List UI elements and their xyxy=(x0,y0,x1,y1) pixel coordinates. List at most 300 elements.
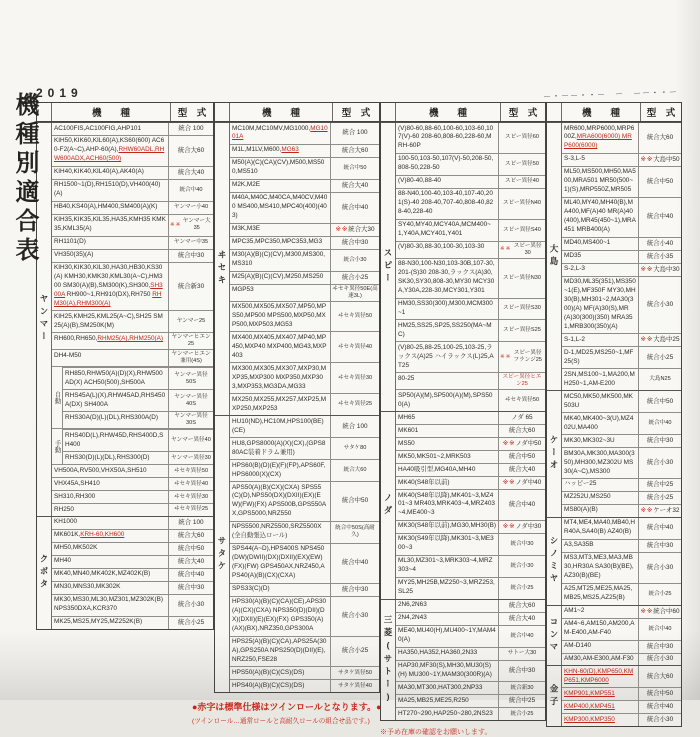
type-text: 統合大60 xyxy=(178,532,204,540)
model-cell xyxy=(562,264,639,276)
table-row xyxy=(230,679,379,692)
table-row xyxy=(396,123,545,153)
model-cell xyxy=(52,595,169,616)
brand-label: スピー xyxy=(381,123,396,411)
table-row xyxy=(396,319,545,341)
sub-group xyxy=(52,428,213,464)
model-cell xyxy=(52,123,169,135)
model-cell xyxy=(562,666,639,687)
table-row xyxy=(396,520,545,533)
model-text: MS50 xyxy=(398,440,415,447)
model-cell xyxy=(52,250,169,262)
sub-group-rows xyxy=(63,429,213,464)
model-cell xyxy=(562,492,639,504)
table-row xyxy=(230,123,379,144)
model-text: MX300,MX305,MX307,MXP30,MXP35,MXP300 MXP350,MXP303,MXP353,MG3DA,MG33 xyxy=(232,365,326,390)
table-row xyxy=(63,411,213,428)
model-cell xyxy=(52,491,169,503)
model-cell xyxy=(562,277,639,334)
sub-group-label: 自動 xyxy=(52,367,63,428)
model-text: MS80(A)(B) xyxy=(564,506,598,513)
model-text: RHS45A(L)(X),RHW45AD,RHS450A(DX) SH400A xyxy=(65,392,165,408)
model-cell xyxy=(396,626,499,647)
type-text: 統合中40 xyxy=(179,187,202,194)
asterisk-mark: ※ xyxy=(641,507,646,515)
asterisk-mark: ※ xyxy=(647,336,652,344)
table-row xyxy=(562,713,681,726)
type-cell xyxy=(169,167,213,179)
compatibility-tables xyxy=(36,102,682,737)
brand-section xyxy=(37,122,213,516)
model-cell xyxy=(230,250,331,271)
brand-label: シノミヤ xyxy=(547,518,562,605)
model-text: HPS40(A)(B)(C)(CS)(DS) xyxy=(232,682,304,689)
type-text: 統合大60 xyxy=(509,602,535,610)
model-text: MT4,ME4,MA40,MB40,HR40A,SA40(B) AZ40(B) xyxy=(564,519,635,535)
type-cell xyxy=(169,237,213,249)
model-cell xyxy=(63,412,169,428)
type-text: ノダ中30 xyxy=(515,523,541,531)
table-row xyxy=(230,636,379,667)
asterisk-mark: ※ xyxy=(336,226,341,234)
model-text: MG1001A xyxy=(232,125,328,141)
model-text: SY40,MY40,MCY40A,MCM400~1,Y40A,MCY401,Y401 xyxy=(398,221,491,237)
table-row xyxy=(52,477,213,490)
type-text: 統合小35 xyxy=(647,253,673,261)
asterisk-mark: ※ xyxy=(641,608,646,616)
model-cell xyxy=(396,220,499,241)
model-text: HPS50(A)(B)(C)(CS)(DS) xyxy=(232,669,304,676)
model-cell xyxy=(230,285,331,301)
section-rows xyxy=(562,666,681,726)
model-cell xyxy=(52,617,169,629)
model-text: SP50(A)(M),SP500(A)(M),SPS500(A) xyxy=(398,392,492,408)
type-text: 統合中30 xyxy=(647,643,673,651)
type-text: 統合中30 xyxy=(342,239,368,247)
model-cell xyxy=(562,641,639,653)
type-cell xyxy=(331,180,379,192)
model-text: VHX45A,SH410 xyxy=(54,480,100,487)
table-row xyxy=(396,612,545,625)
model-text: MK601 xyxy=(398,427,418,434)
table-row xyxy=(562,518,681,539)
table-row xyxy=(52,236,213,249)
asterisk-mark: ※ xyxy=(503,479,508,487)
section-rows xyxy=(396,600,545,721)
model-text: 88-N40,100-40,103-40,107-40,201(S)-40 208-40,707-40,808-40,828-40,228-40 xyxy=(398,190,493,215)
table-row xyxy=(396,476,545,489)
model-cell xyxy=(396,189,499,219)
type-text: スピー異径S40 xyxy=(503,227,541,234)
type-cell xyxy=(169,180,213,201)
type-text: 統合小30 xyxy=(647,564,673,572)
model-cell xyxy=(230,180,331,192)
model-text: KIH40,KIK40,KIL40(A),AK40(A) xyxy=(54,168,144,175)
type-cell xyxy=(169,530,213,542)
type-cell xyxy=(639,606,681,618)
type-text: ヰセキ異径40 xyxy=(338,344,372,351)
model-cell xyxy=(396,390,499,411)
type-text: ヤンマー小40 xyxy=(174,204,208,211)
type-cell xyxy=(331,680,379,692)
table-row xyxy=(562,606,681,618)
model-text: RHM25(A),RHM250(A) xyxy=(97,335,163,342)
model-text: HM30,SS30(300),M300,MCM300~1 xyxy=(398,300,493,316)
model-cell xyxy=(230,123,331,144)
table-row xyxy=(396,647,545,660)
type-cell xyxy=(639,334,681,346)
table-row xyxy=(562,447,681,478)
table-row xyxy=(562,491,681,504)
model-cell xyxy=(562,714,639,726)
type-text: ヤンマー異径30 xyxy=(171,455,211,462)
asterisk-mark: ※ xyxy=(500,246,505,253)
model-cell xyxy=(230,332,331,362)
page-title: 機種別適合表 xyxy=(7,92,42,266)
model-text: SPS33(C)(D) xyxy=(232,585,270,592)
type-text: 統合中25 xyxy=(647,481,673,489)
type-text: 統合小25 xyxy=(342,274,368,282)
type-cell xyxy=(499,613,545,625)
type-text: 統合小30 xyxy=(647,655,673,663)
type-cell xyxy=(499,534,545,555)
asterisk-mark: ※ xyxy=(506,354,511,361)
type-text: 統合小25 xyxy=(510,585,533,592)
model-cell xyxy=(63,430,169,451)
type-cell xyxy=(169,412,213,428)
model-text: HPS30(A)(B)(C)(CA)(CE),APS30(A)(CX)(CXA) NPS350(D)(DII)(DX)(DXII)(E)(EX)(FX) GPS350(A)(AX)(BX),NRZ350,GPS300A xyxy=(232,598,326,632)
model-text: HM25,SS25,SP25,SS250(MA~MC) xyxy=(398,322,492,338)
table-row xyxy=(63,389,213,411)
model-cell xyxy=(396,708,499,720)
model-text: BM30A,MK300,MA300(350),MH300,MZ302U MS30(A~C),MS300 xyxy=(564,450,635,475)
model-cell xyxy=(396,154,499,175)
table-row xyxy=(396,625,545,647)
model-text: KMP901,KMP551 xyxy=(564,690,615,697)
asterisk-mark: ※ xyxy=(647,507,652,515)
model-text: MN30,MNS30,MK302K xyxy=(54,583,120,590)
type-text: 統合小25 xyxy=(648,591,671,598)
model-cell xyxy=(562,154,639,166)
type-text: スピー異径50 xyxy=(505,161,539,168)
model-cell xyxy=(52,167,169,179)
model-text: M40A,M40C,M40CA,M40CV,M400 MS400,MS410,MPC40(400)(403) xyxy=(232,194,327,219)
table-row xyxy=(63,367,213,389)
asterisk-mark: ※ xyxy=(641,266,646,274)
table-row xyxy=(396,660,545,682)
model-text: HPS60(B)(D)(E)(F)(FP),APS60F,HPS6000(X)(CX) xyxy=(232,462,325,478)
type-cell xyxy=(169,202,213,214)
type-text: 統合 100 xyxy=(342,129,367,137)
brand-section xyxy=(547,517,681,605)
table-row xyxy=(396,241,545,258)
model-text: ML50,MS500,MH50,MA500,MRA501 MR50(500~1)(S),MRP550Z,MR505 xyxy=(564,168,636,193)
asterisk-mark: ※ xyxy=(506,246,511,253)
header-type-cell: 型 式 xyxy=(641,103,681,121)
table-row xyxy=(230,393,379,415)
year-label: 2019 xyxy=(36,86,83,100)
table-row xyxy=(52,166,213,179)
model-cell xyxy=(562,391,639,412)
type-cell xyxy=(331,460,379,481)
model-text: MGP53 xyxy=(232,286,254,293)
header-brand-cell xyxy=(547,103,562,121)
type-cell xyxy=(639,435,681,447)
type-text: 統合中50 xyxy=(647,690,673,698)
table-row xyxy=(396,424,545,437)
table-row xyxy=(396,341,545,372)
asterisk-mark: ※ xyxy=(503,523,508,531)
type-cell xyxy=(639,553,681,583)
model-cell xyxy=(562,413,639,434)
model-cell xyxy=(562,584,639,605)
type-text: ヰセキ異径25 xyxy=(338,401,372,408)
table-row xyxy=(562,391,681,412)
model-text: MX250,MX255,MX257,MXP25,MXP250,MXP253 xyxy=(232,396,326,412)
model-cell xyxy=(230,272,331,284)
type-cell xyxy=(169,478,213,490)
table-row xyxy=(562,197,681,237)
type-text: 統合大60 xyxy=(509,427,535,435)
model-cell xyxy=(396,123,499,153)
model-cell xyxy=(562,540,639,552)
type-cell xyxy=(499,626,545,647)
type-cell xyxy=(169,430,213,451)
model-text: RHS40D(L),RHW45D,RHS400D,SH400 xyxy=(65,432,163,448)
asterisk-mark: ※ xyxy=(509,440,514,448)
model-cell xyxy=(396,438,499,450)
header-model-cell: 機 種 xyxy=(52,103,171,121)
model-text: RHM30(A),RHM300(A) xyxy=(54,291,161,307)
type-text: 統合小30 xyxy=(343,257,366,264)
model-text: D-1,MD25,MS250~1,MF25(S) xyxy=(564,349,633,365)
model-cell xyxy=(562,654,639,666)
type-cell xyxy=(639,391,681,412)
table-row xyxy=(396,555,545,577)
model-text: HU8,GPS8000(A)(X)(CX),(GPS880AC装着ドラム兼用) xyxy=(232,440,325,456)
model-text: RH850,RHW50(A)(D)(X),RHW500AD(X) ACH50(500),SH500A xyxy=(65,370,163,386)
type-cell xyxy=(331,332,379,362)
type-text: 大島中25 xyxy=(653,336,679,344)
model-cell xyxy=(230,237,331,249)
table-row xyxy=(562,478,681,491)
model-cell xyxy=(562,251,639,263)
model-text: M2K,M2E xyxy=(232,181,260,188)
type-cell xyxy=(499,521,545,533)
type-text: ノダ中40 xyxy=(515,479,541,487)
model-cell xyxy=(562,553,639,583)
header-type-cell: 型 式 xyxy=(171,103,213,121)
table-row xyxy=(52,464,213,477)
type-text: ヤンマー異径40S xyxy=(170,394,212,408)
table-row xyxy=(562,166,681,197)
type-cell xyxy=(169,250,213,262)
model-text: ML30,MZ301~3,MRK303~4,MRZ303~4 xyxy=(398,557,492,573)
model-text: MH50,MK502K xyxy=(54,544,97,551)
type-cell xyxy=(331,272,379,284)
model-cell xyxy=(396,534,499,555)
header-type-cell: 型 式 xyxy=(333,103,379,121)
model-text: RHW60ADL,RHW600ADX,ACH60(500) xyxy=(54,146,164,162)
model-text: M30(A)(B)(C)(CV),M300,MS300,MS310 xyxy=(232,251,325,267)
table-row xyxy=(396,577,545,599)
table-row xyxy=(396,153,545,175)
type-cell xyxy=(331,123,379,144)
type-cell xyxy=(331,416,379,437)
type-text: 統合大60 xyxy=(647,673,673,681)
model-cell xyxy=(396,578,499,599)
type-cell xyxy=(169,569,213,581)
type-text: 統合大60 xyxy=(647,134,673,142)
table-row xyxy=(52,581,213,594)
type-cell xyxy=(169,543,213,555)
model-text: SH300A xyxy=(54,282,163,298)
table-column xyxy=(546,102,682,727)
type-cell xyxy=(639,641,681,653)
brand-section xyxy=(381,599,545,721)
type-cell xyxy=(331,597,379,636)
type-text: サタケ異径50 xyxy=(338,670,372,677)
model-cell xyxy=(52,517,169,529)
model-text: MD35 xyxy=(564,252,581,259)
model-cell xyxy=(562,701,639,713)
table-row xyxy=(562,687,681,700)
type-cell xyxy=(639,347,681,368)
model-cell xyxy=(396,373,499,389)
model-text: HU10(ND),HC10M,HPS100(BE)(CE) xyxy=(232,418,324,434)
model-text: (V)80-25,88-25,100-25,103-25,ラックス(A)25 ハイラックス(L)25,AT25 xyxy=(398,344,494,369)
model-cell xyxy=(396,425,499,437)
table-row xyxy=(52,214,213,236)
brand-label: コンマ xyxy=(547,606,562,666)
model-cell xyxy=(230,363,331,393)
table-row xyxy=(230,437,379,459)
top-bar xyxy=(36,86,682,100)
model-text: MD30,ML35(351),MS350~1(E),MF350F MY30,MH30(B),MH301~2,MA30(300)(A) MF(A)30(S),MR(A)30(300)(350) MRA351,MRB300(350)(A) xyxy=(564,278,636,330)
table-row xyxy=(52,568,213,581)
type-text: 統合中50 xyxy=(647,178,673,186)
type-cell xyxy=(169,215,213,236)
model-text: AM30,AM-E300,AM-F30 xyxy=(564,655,634,662)
type-cell xyxy=(169,595,213,616)
table-row xyxy=(562,123,681,153)
type-text: 統合小25 xyxy=(178,619,204,627)
model-cell xyxy=(562,435,639,447)
table-row xyxy=(396,175,545,188)
type-cell xyxy=(639,448,681,478)
type-text: 統合小40 xyxy=(647,240,673,248)
model-text: MA25,MB25,ME25,R250 xyxy=(398,697,469,704)
table-row xyxy=(562,640,681,653)
table-row xyxy=(52,542,213,555)
model-text: MK30(S48年以前),MG30,MH30(B) xyxy=(398,522,496,529)
model-cell xyxy=(396,521,499,533)
type-cell xyxy=(499,176,545,188)
model-text: AC100FIS,AC100FIG,AHP101 xyxy=(54,125,141,132)
table-row xyxy=(562,346,681,368)
table-row xyxy=(230,583,379,596)
model-text: RHS30A(D)(L)(DL),RHS300A(D) xyxy=(65,414,158,421)
brand-label: クボタ xyxy=(37,517,52,629)
model-cell xyxy=(396,259,499,298)
brand-table xyxy=(380,102,546,721)
brand-label: ノダ xyxy=(381,412,396,599)
brand-section xyxy=(547,122,681,390)
type-text: 統合中40 xyxy=(647,703,673,711)
type-text: 統合小30 xyxy=(510,563,533,570)
type-cell xyxy=(331,438,379,459)
type-text: 統合中50S(高耐久) xyxy=(332,525,378,539)
model-text: MH65 xyxy=(398,414,415,421)
type-cell xyxy=(499,695,545,707)
type-cell xyxy=(169,504,213,516)
model-cell xyxy=(230,482,331,521)
type-text: 統合中40 xyxy=(648,626,671,633)
table-row xyxy=(230,144,379,157)
model-text: MX400,MX405,MX407,MP40,MP450,MXP40 MXP400,MG43,MXP403 xyxy=(232,334,326,359)
type-text: 統合中40 xyxy=(647,524,673,532)
sub-group-rows xyxy=(63,367,213,428)
model-text: HA40吸引型,MG40A,MH40 xyxy=(398,466,475,473)
model-text: KHN-60(D),KMP650,KMP651,KMP6000 xyxy=(564,668,633,684)
type-text: 統合大60 xyxy=(343,467,366,474)
model-text: RHS30(D)(L)(DL),RHS300(D) xyxy=(65,454,150,461)
table-row xyxy=(562,153,681,166)
type-text: ヰセキ異径50 xyxy=(505,397,539,404)
asterisk-mark: ※ xyxy=(647,266,652,274)
type-cell xyxy=(169,350,213,366)
model-text: (V)80-30,88-30,100-30,103-30 xyxy=(398,243,484,250)
section-rows xyxy=(562,123,681,390)
model-cell xyxy=(230,584,331,596)
header-brand-cell xyxy=(215,103,230,121)
type-cell xyxy=(639,198,681,237)
type-cell xyxy=(331,250,379,271)
model-cell xyxy=(396,490,499,520)
table-row xyxy=(562,504,681,517)
model-cell xyxy=(52,215,169,236)
model-text: MK40,MN40,MK402K,MZ402K(B) xyxy=(54,570,150,577)
type-text: 統合中50 xyxy=(342,497,368,505)
type-text: 統合中40 xyxy=(510,633,533,640)
type-text: 統合大40 xyxy=(342,182,368,190)
type-cell xyxy=(639,518,681,539)
type-text: ヤンマー中35 xyxy=(174,239,208,246)
type-text: 統合大40 xyxy=(509,466,535,474)
type-text: 統合中30 xyxy=(510,541,533,548)
table-row xyxy=(396,372,545,389)
type-text: ヰセキ異径30 xyxy=(174,494,208,501)
type-cell xyxy=(169,452,213,464)
table-row xyxy=(396,707,545,720)
model-text: MK601K, xyxy=(54,531,80,538)
section-rows xyxy=(52,517,213,629)
type-cell xyxy=(639,251,681,263)
model-text: 100-50,103-50,107(V)-50,208-50,808-50,228-50 xyxy=(398,155,493,171)
type-text: スピー異径ヒエン25 xyxy=(500,374,544,388)
type-text: ヤンマー異径30S xyxy=(170,413,212,427)
type-cell xyxy=(499,373,545,389)
asterisk-mark: ※ xyxy=(641,336,646,344)
brand-label: ヤンマー xyxy=(37,123,52,516)
table-column xyxy=(380,102,546,737)
type-cell xyxy=(499,189,545,219)
header-model-cell: 機 種 xyxy=(396,103,501,121)
type-text: 統合中30 xyxy=(342,586,368,594)
table-header-row xyxy=(547,103,681,122)
type-cell xyxy=(169,465,213,477)
brand-section xyxy=(215,122,379,415)
